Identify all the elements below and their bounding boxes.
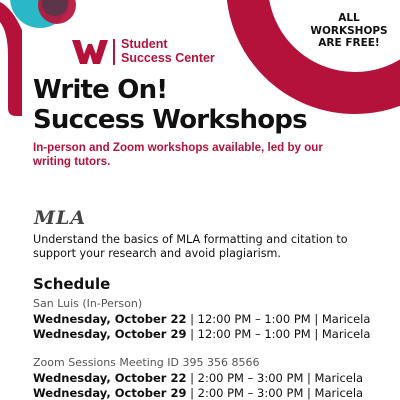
w-logo-icon — [72, 40, 108, 64]
logo-line-2: Success Center — [121, 50, 215, 65]
logo-divider — [113, 39, 115, 65]
badge-line-1: ALL — [338, 12, 360, 24]
session-details: | 12:00 PM – 1:00 PM | Maricela — [186, 327, 371, 341]
schedule-heading: Schedule — [33, 275, 111, 293]
logo-text — [121, 38, 215, 65]
session-date: Wednesday, October 29 — [33, 386, 187, 400]
title-line-2: Success Workshops — [33, 105, 307, 135]
logo-line-1: Student — [121, 37, 168, 51]
badge-line-2: WORKSHOPS — [310, 24, 388, 37]
session-date: Wednesday, October 22 — [33, 371, 187, 385]
page-title — [33, 75, 307, 135]
subtitle: In-person and Zoom workshops available, led by our writing tutors. — [33, 141, 323, 168]
session-details: | 2:00 PM – 3:00 PM | Maricela — [186, 371, 364, 385]
session-row — [33, 327, 370, 341]
workshop-description: Understand the basics of MLA formatting and citation to support your research and avoid plagiarism. — [33, 233, 348, 260]
workshop-name: MLA — [34, 207, 87, 229]
schedule-group-label: San Luis (In-Person) — [33, 297, 143, 310]
session-row — [33, 386, 363, 400]
session-details: | 2:00 PM – 3:00 PM | Maricela — [186, 386, 364, 400]
schedule-group-label: Zoom Sessions Meeting ID 395 356 8566 — [33, 356, 260, 369]
session-row — [33, 312, 370, 326]
badge-line-3: ARE FREE! — [318, 37, 380, 49]
session-details: | 12:00 PM – 1:00 PM | Maricela — [186, 312, 371, 326]
free-workshops-badge — [300, 12, 398, 50]
session-row — [33, 371, 363, 385]
session-date: Wednesday, October 22 — [33, 312, 187, 326]
title-line-1: Write On! — [33, 75, 168, 105]
session-date: Wednesday, October 29 — [33, 327, 187, 341]
